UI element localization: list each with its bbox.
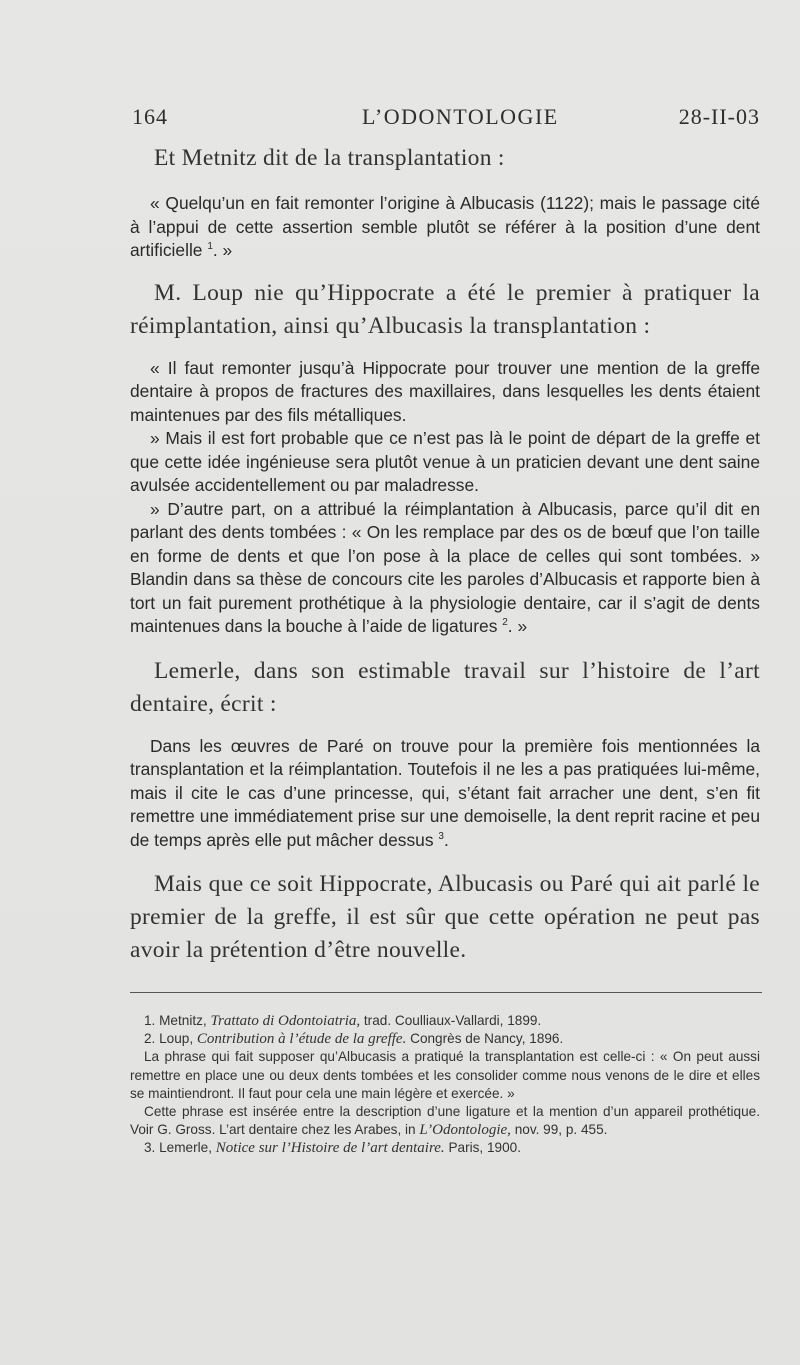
quote-end: . » — [507, 616, 528, 636]
footnote-1-author: 1. Metnitz, — [144, 1013, 207, 1028]
footnote-2 — [130, 1030, 760, 1048]
footnote-1-title: Trattato di Odontoiatria, — [210, 1013, 361, 1029]
page-number: 164 — [132, 104, 168, 129]
footnote-2-author: 2. Loup, — [144, 1031, 194, 1047]
footnote-2-details: Congrès de Nancy, 1896. — [410, 1031, 564, 1047]
footnote-2-remark-text: Cette phrase est insérée entre la description d’une ligature et la mention d’un appareil prothétique. Voir G. Gross. L’art dentaire chez les Arabes, in — [130, 1104, 760, 1138]
footnote-3-author: 3. Lemerle, — [144, 1140, 213, 1156]
footnote-1-details: trad. Coulliaux-Vallardi, 1899. — [363, 1013, 542, 1028]
footnote-3 — [130, 1139, 760, 1157]
paragraph-lemerle-intro: Lemerle, dans son estimable travail sur l’histoire de l’art dentaire, écrit : — [130, 657, 760, 717]
footnote-ref-1[interactable]: 1 — [207, 241, 213, 253]
quote-text: « Quelqu’un en fait remonter l’origine à Albucasis (1122); mais le passage cité à l’appui de cette assertion semble plutôt se référer à la position d’une dent artificielle — [130, 193, 760, 260]
footnote-3-details: Paris, 1900. — [448, 1140, 521, 1156]
quote-end: . — [443, 829, 449, 850]
quote-text: » D’autre part, on a attribué la réimplantation à Albucasis, parce qu’il dit en parlant des dents tombées : « On les remplace par des os de bœuf que l’on taille en forme de dents et que l’on pose à la place de celles qui sont tombées. » Blandin dans sa thèse de concours cite les paroles d’Albucasis et rapporte bien à tort un fait purement prothétique à la physiologie dentaire, car il s’agit de dents maintenues dans la bouche à l’aide de ligatures — [130, 498, 760, 636]
quote-metnitz — [130, 192, 760, 263]
quote-loup-1: « Il faut remonter jusqu’à Hippocrate pour trouver une mention de la greffe dentaire à propos de fractures des maxillaires, dans lesquelles les dents étaient maintenues par des fils métalliques. — [130, 357, 760, 425]
footnote-2-reference: nov. 99, p. 455. — [514, 1122, 608, 1138]
footnote-ref-3[interactable]: 3 — [438, 830, 444, 842]
paragraph-loup-intro: M. Loup nie qu’Hippocrate a été le premier à pratiquer la réimplantation, ainsi qu’Albucasis la transplantation : — [130, 279, 760, 339]
footnote-2-title: Contribution à l’étude de la greffe. — [196, 1031, 407, 1048]
footnote-ref-2[interactable]: 2 — [502, 617, 508, 629]
paragraph-metnitz-intro: Et Metnitz dit de la transplantation : — [154, 145, 505, 171]
quote-lemerle — [130, 735, 760, 853]
footnote-3-title: Notice sur l’Histoire de l’art dentaire. — [215, 1140, 445, 1157]
quote-end: . » — [212, 240, 233, 260]
footnote-divider — [130, 992, 762, 993]
footnote-2-remark — [130, 1103, 760, 1139]
footnotes — [130, 1012, 760, 1158]
quote-text: Dans les œuvres de Paré on trouve pour la première fois mentionnées la transplantation et la réimplantation. Toutefois il ne les a pas pratiquées lui-même, mais il cite le cas d’une princesse, qui, s’étant fait arracher une dent, s’en fit remettre une immédiatement prise sur une demoiselle, la dent reprit racine et peu de temps après elle put mâcher dessus — [130, 735, 760, 850]
footnote-2-continued: La phrase qui fait supposer qu’Albucasis a pratiqué la transplantation est celle-ci : « On peut aussi remettre en place une ou deux dents tombées et les consolider comme nous venons de le dire et elles se maintiendront. Il faut pour cela une main légère et exercée. » — [130, 1049, 760, 1101]
journal-title: L’ODONTOLOGIE — [362, 104, 559, 129]
footnote-1 — [130, 1012, 760, 1030]
quote-loup-3 — [130, 498, 760, 639]
body-text — [130, 142, 760, 967]
footnote-2-journal: L’Odontologie, — [419, 1122, 511, 1139]
issue-date: 28-II-03 — [678, 104, 760, 129]
quote-loup-2: » Mais il est fort probable que ce n’est pas là le point de départ de la greffe et que cette idée ingénieuse sera plutôt venue à un praticien devant une dent saine avulsée accidentellement ou par maladresse. — [130, 428, 760, 495]
paragraph-conclusion: Mais que ce soit Hippocrate, Albucasis ou Paré qui ait parlé le premier de la greffe, il est sûr que cette opération ne peut pas avoir la prétention d’être nouvelle. — [130, 871, 760, 963]
running-header — [132, 104, 760, 134]
